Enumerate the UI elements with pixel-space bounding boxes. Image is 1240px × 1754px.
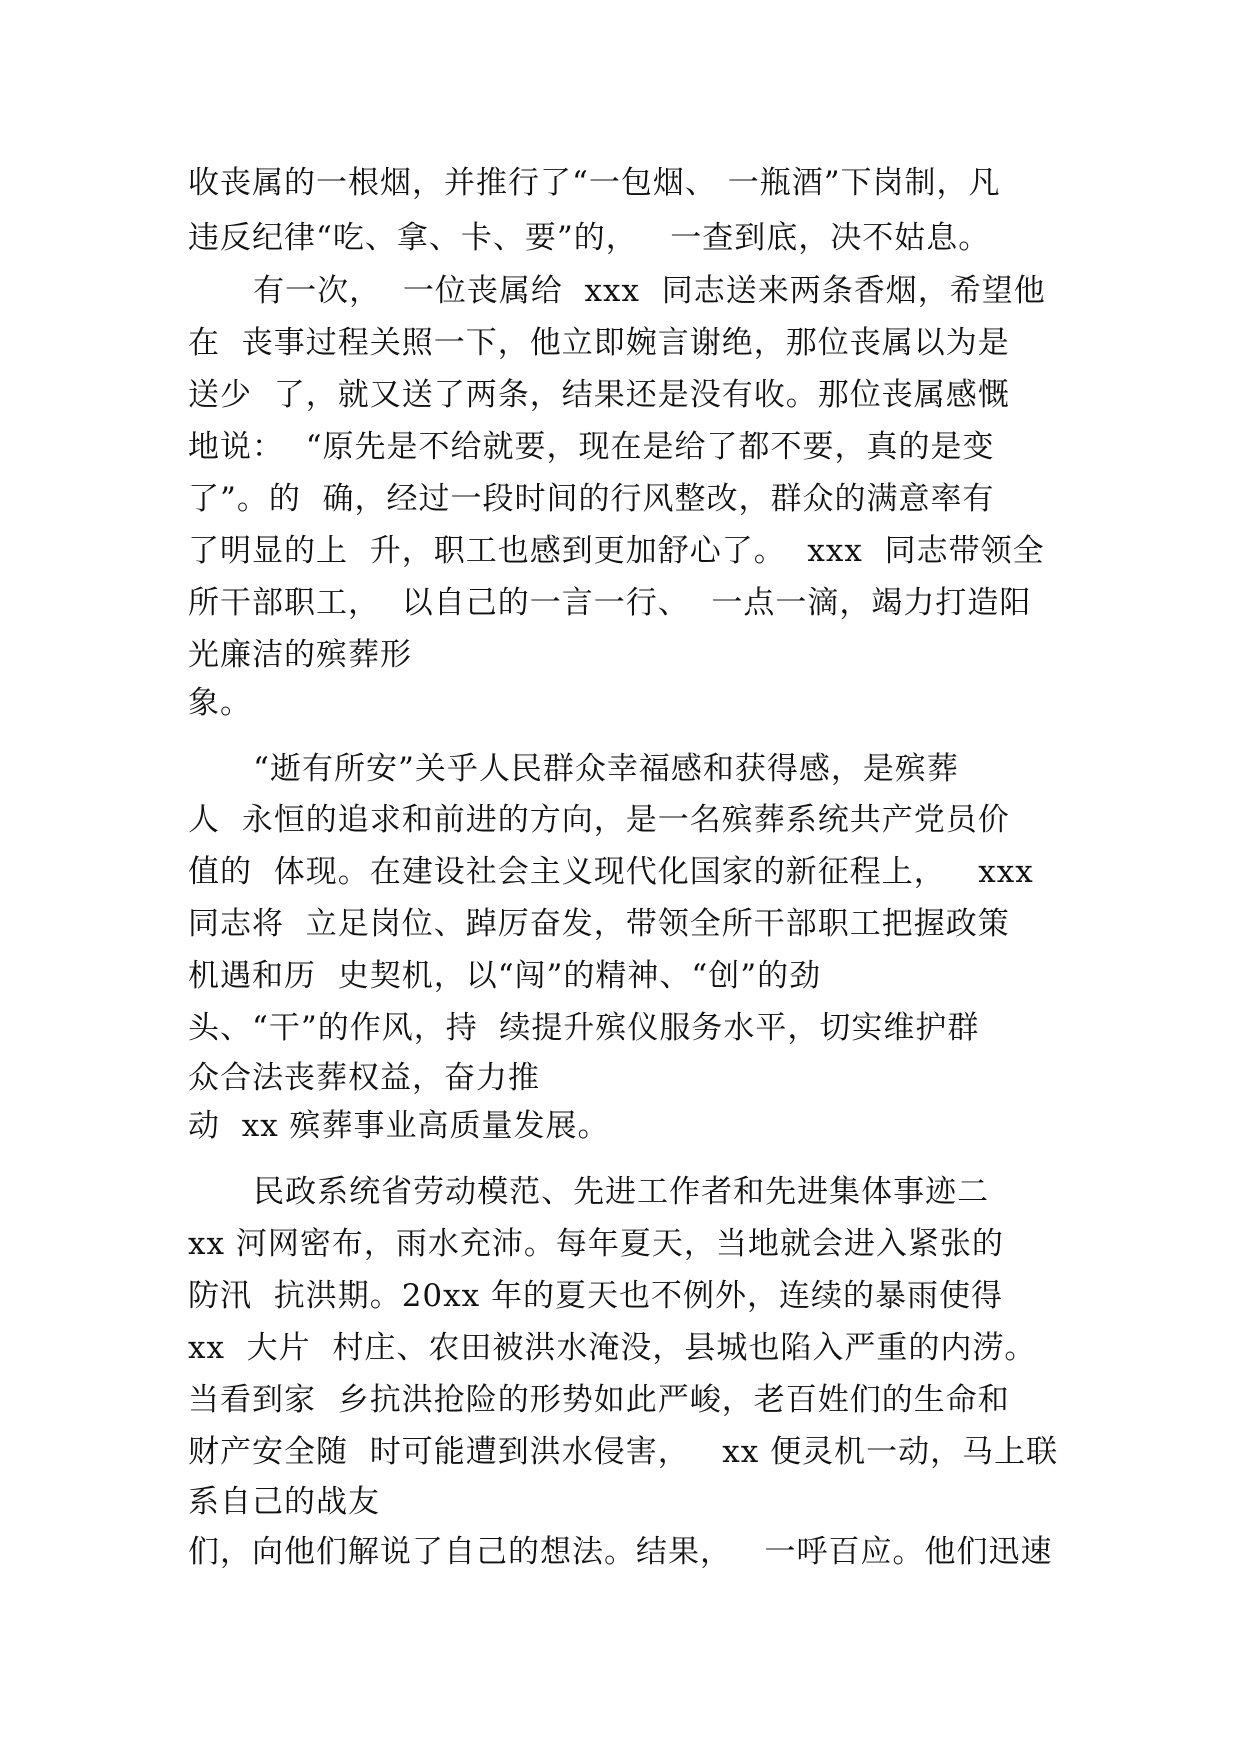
text-line: 在 丧事过程关照一下，他立即婉言谢绝，那位丧属以为是 [188,325,1010,361]
text-line: 同志将 立足岗位、踔厉奋发，带领全所干部职工把握政策 [188,906,1010,942]
text-line: 防汛 抗洪期。20xx 年的夏天也不例外，连续的暴雨使得 [188,1278,1003,1314]
text-line: 了”。的 确，经过一段时间的行风整改，群众的满意率有 [188,481,995,517]
text-line: 地说： “原先是不给就要，现在是给了都不要，真的是变 [188,429,995,465]
text-line: 头、“干”的作风，持 续提升殡仪服务水平，切实维护群 [188,1010,980,1046]
text-line: 光廉洁的殡葬形 [188,637,412,673]
text-line: 众合法丧葬权益，奋力推 [188,1060,540,1096]
text-line: 系自己的战友 [188,1484,380,1520]
text-line: 机遇和历 史契机，以“闯”的精神、“创”的劲 [188,958,822,994]
text-line: “逝有所安”关乎人民群众幸福感和获得感，是殡葬 [188,751,959,787]
text-line: 收丧属的一根烟，并推行了“一包烟、 一瓶酒”下岗制，凡 [188,165,1001,201]
text-line: 有一次， 一位丧属给 xxx 同志送来两条香烟，希望他 [188,273,1046,309]
text-line: xx 大片 村庄、农田被洪水淹没，县城也陷入严重的内涝。 [188,1330,1037,1366]
text-line: 了明显的上 升，职工也感到更加舒心了。 xxx 同志带领全 [188,533,1045,569]
text-line: 动 xx 殡葬事业高质量发展。 [188,1108,610,1144]
text-line: 送少 了，就又送了两条，结果还是没有收。那位丧属感慨 [188,377,1010,413]
text-line: 们，向他们解说了自己的想法。结果， 一呼百应。他们迅速 [188,1534,1053,1570]
text-line: 当看到家 乡抗洪抢险的形势如此严峻，老百姓们的生命和 [188,1382,1010,1418]
text-line: xx 河网密布，雨水充沛。每年夏天，当地就会进入紧张的 [188,1226,1004,1262]
text-line: 象。 [188,685,252,721]
text-line: 人 永恒的追求和前进的方向，是一名殡葬系统共产党员价 [188,802,1010,838]
text-line: 财产安全随 时可能遭到洪水侵害， xx 便灵机一动，马上联 [188,1434,1059,1470]
text-line: 所干部职工， 以自己的一言一行、 一点一滴，竭力打造阳 [188,585,1032,621]
text-line: 违反纪律“吃、拿、卡、要”的， 一查到底，决不姑息。 [188,220,991,256]
text-line: 民政系统省劳动模范、先进工作者和先进集体事迹二 [188,1174,990,1210]
text-line: 值的 体现。在建设社会主义现代化国家的新征程上， xxx [188,854,1034,890]
